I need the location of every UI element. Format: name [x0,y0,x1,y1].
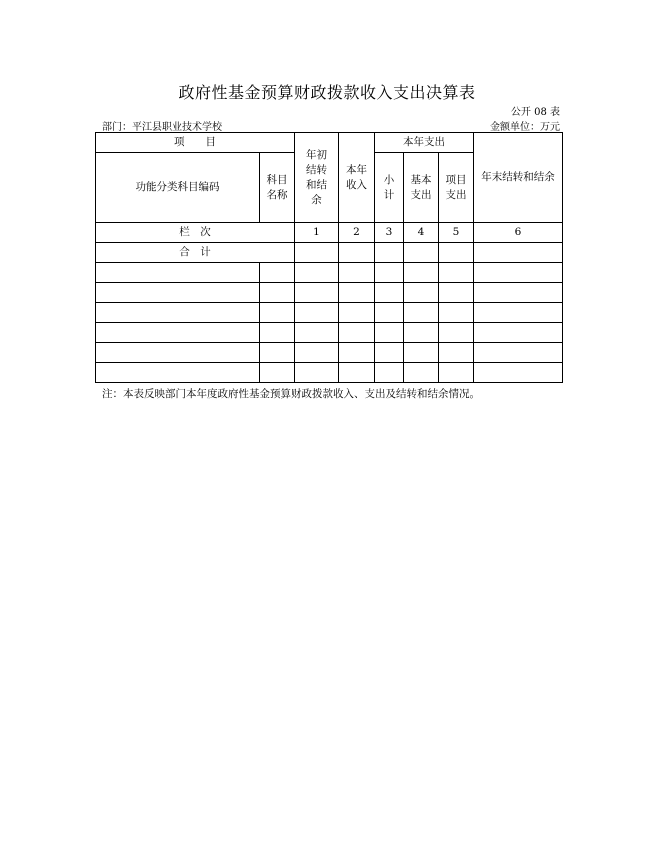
total-cell [339,243,375,263]
header-opening-balance-text: 年初结转和结余 [306,148,327,206]
header-current-income [339,133,375,223]
table-cell [404,323,439,343]
total-cell [439,243,474,263]
table-cell [474,323,563,343]
report-table [95,132,563,383]
column-index-1: 1 [295,223,339,243]
amount-unit-label: 金额单位：万元 [490,122,560,133]
table-row [96,323,563,343]
column-index-label: 栏 次 [96,223,295,243]
table-cell [295,343,339,363]
header-subtotal [375,153,404,223]
table-cell [339,363,375,383]
table-cell [474,363,563,383]
table-cell [295,323,339,343]
column-index-5: 5 [439,223,474,243]
total-cell [295,243,339,263]
table-cell [474,283,563,303]
column-index-6: 6 [474,223,563,243]
table-cell [439,283,474,303]
table-cell [295,283,339,303]
table-row [96,343,563,363]
header-subtotal-text: 小计 [383,173,395,201]
header-row-1 [96,133,563,153]
table-cell [295,303,339,323]
column-index-3: 3 [375,223,404,243]
table-cell [439,303,474,323]
column-index-4: 4 [404,223,439,243]
table-cell [404,343,439,363]
table-cell [404,263,439,283]
department-label: 部门：平江县职业技术学校 [102,122,222,133]
header-project-expense [439,153,474,223]
table-row [96,283,563,303]
table-cell [339,343,375,363]
column-index-row [96,223,563,243]
table-cell [404,363,439,383]
header-subject-name [260,153,295,223]
table-cell [295,263,339,283]
total-row [96,243,563,263]
report-title: 政府性基金预算财政拨款收入支出决算表 [178,83,476,102]
header-item: 项 目 [96,133,295,153]
total-cell [375,243,404,263]
table-cell [439,323,474,343]
table-cell [439,263,474,283]
table-cell [260,263,295,283]
form-code: 公开 08 表 [510,107,560,118]
table-row [96,363,563,383]
total-cell [474,243,563,263]
table-row [96,263,563,283]
table-cell [439,363,474,383]
table-cell [404,283,439,303]
table-cell [260,283,295,303]
header-current-income-text: 本年收入 [346,163,367,191]
table-cell [96,283,260,303]
header-func-code: 功能分类科目编码 [96,153,260,223]
table-cell [96,323,260,343]
table-cell [375,323,404,343]
footnote: 注：本表反映部门本年度政府性基金预算财政拨款收入、支出及结转和结余情况。 [102,388,480,400]
table-cell [295,363,339,383]
column-index-2: 2 [339,223,375,243]
table-cell [439,343,474,363]
table-cell [375,303,404,323]
header-subject-name-text: 科目名称 [266,173,288,201]
table-cell [375,283,404,303]
table-cell [96,343,260,363]
table-cell [260,343,295,363]
table-row [96,303,563,323]
total-cell [404,243,439,263]
table-cell [260,323,295,343]
table-cell [375,363,404,383]
table-cell [339,323,375,343]
table-cell [339,283,375,303]
table-cell [260,303,295,323]
table-cell [96,263,260,283]
table-cell [474,343,563,363]
table-cell [96,363,260,383]
header-basic-expense [404,153,439,223]
table-cell [339,303,375,323]
header-current-expense: 本年支出 [375,133,474,153]
header-opening-balance [295,133,339,223]
table-cell [404,303,439,323]
table-cell [375,343,404,363]
header-closing-balance: 年末结转和结余 [474,133,563,223]
table-cell [260,363,295,383]
table-cell [96,303,260,323]
total-row-label: 合 计 [96,243,295,263]
table-cell [375,263,404,283]
header-basic-expense-text: 基本支出 [410,173,432,201]
table-cell [474,303,563,323]
header-project-expense-text: 项目支出 [445,173,467,201]
table-cell [339,263,375,283]
table-cell [474,263,563,283]
